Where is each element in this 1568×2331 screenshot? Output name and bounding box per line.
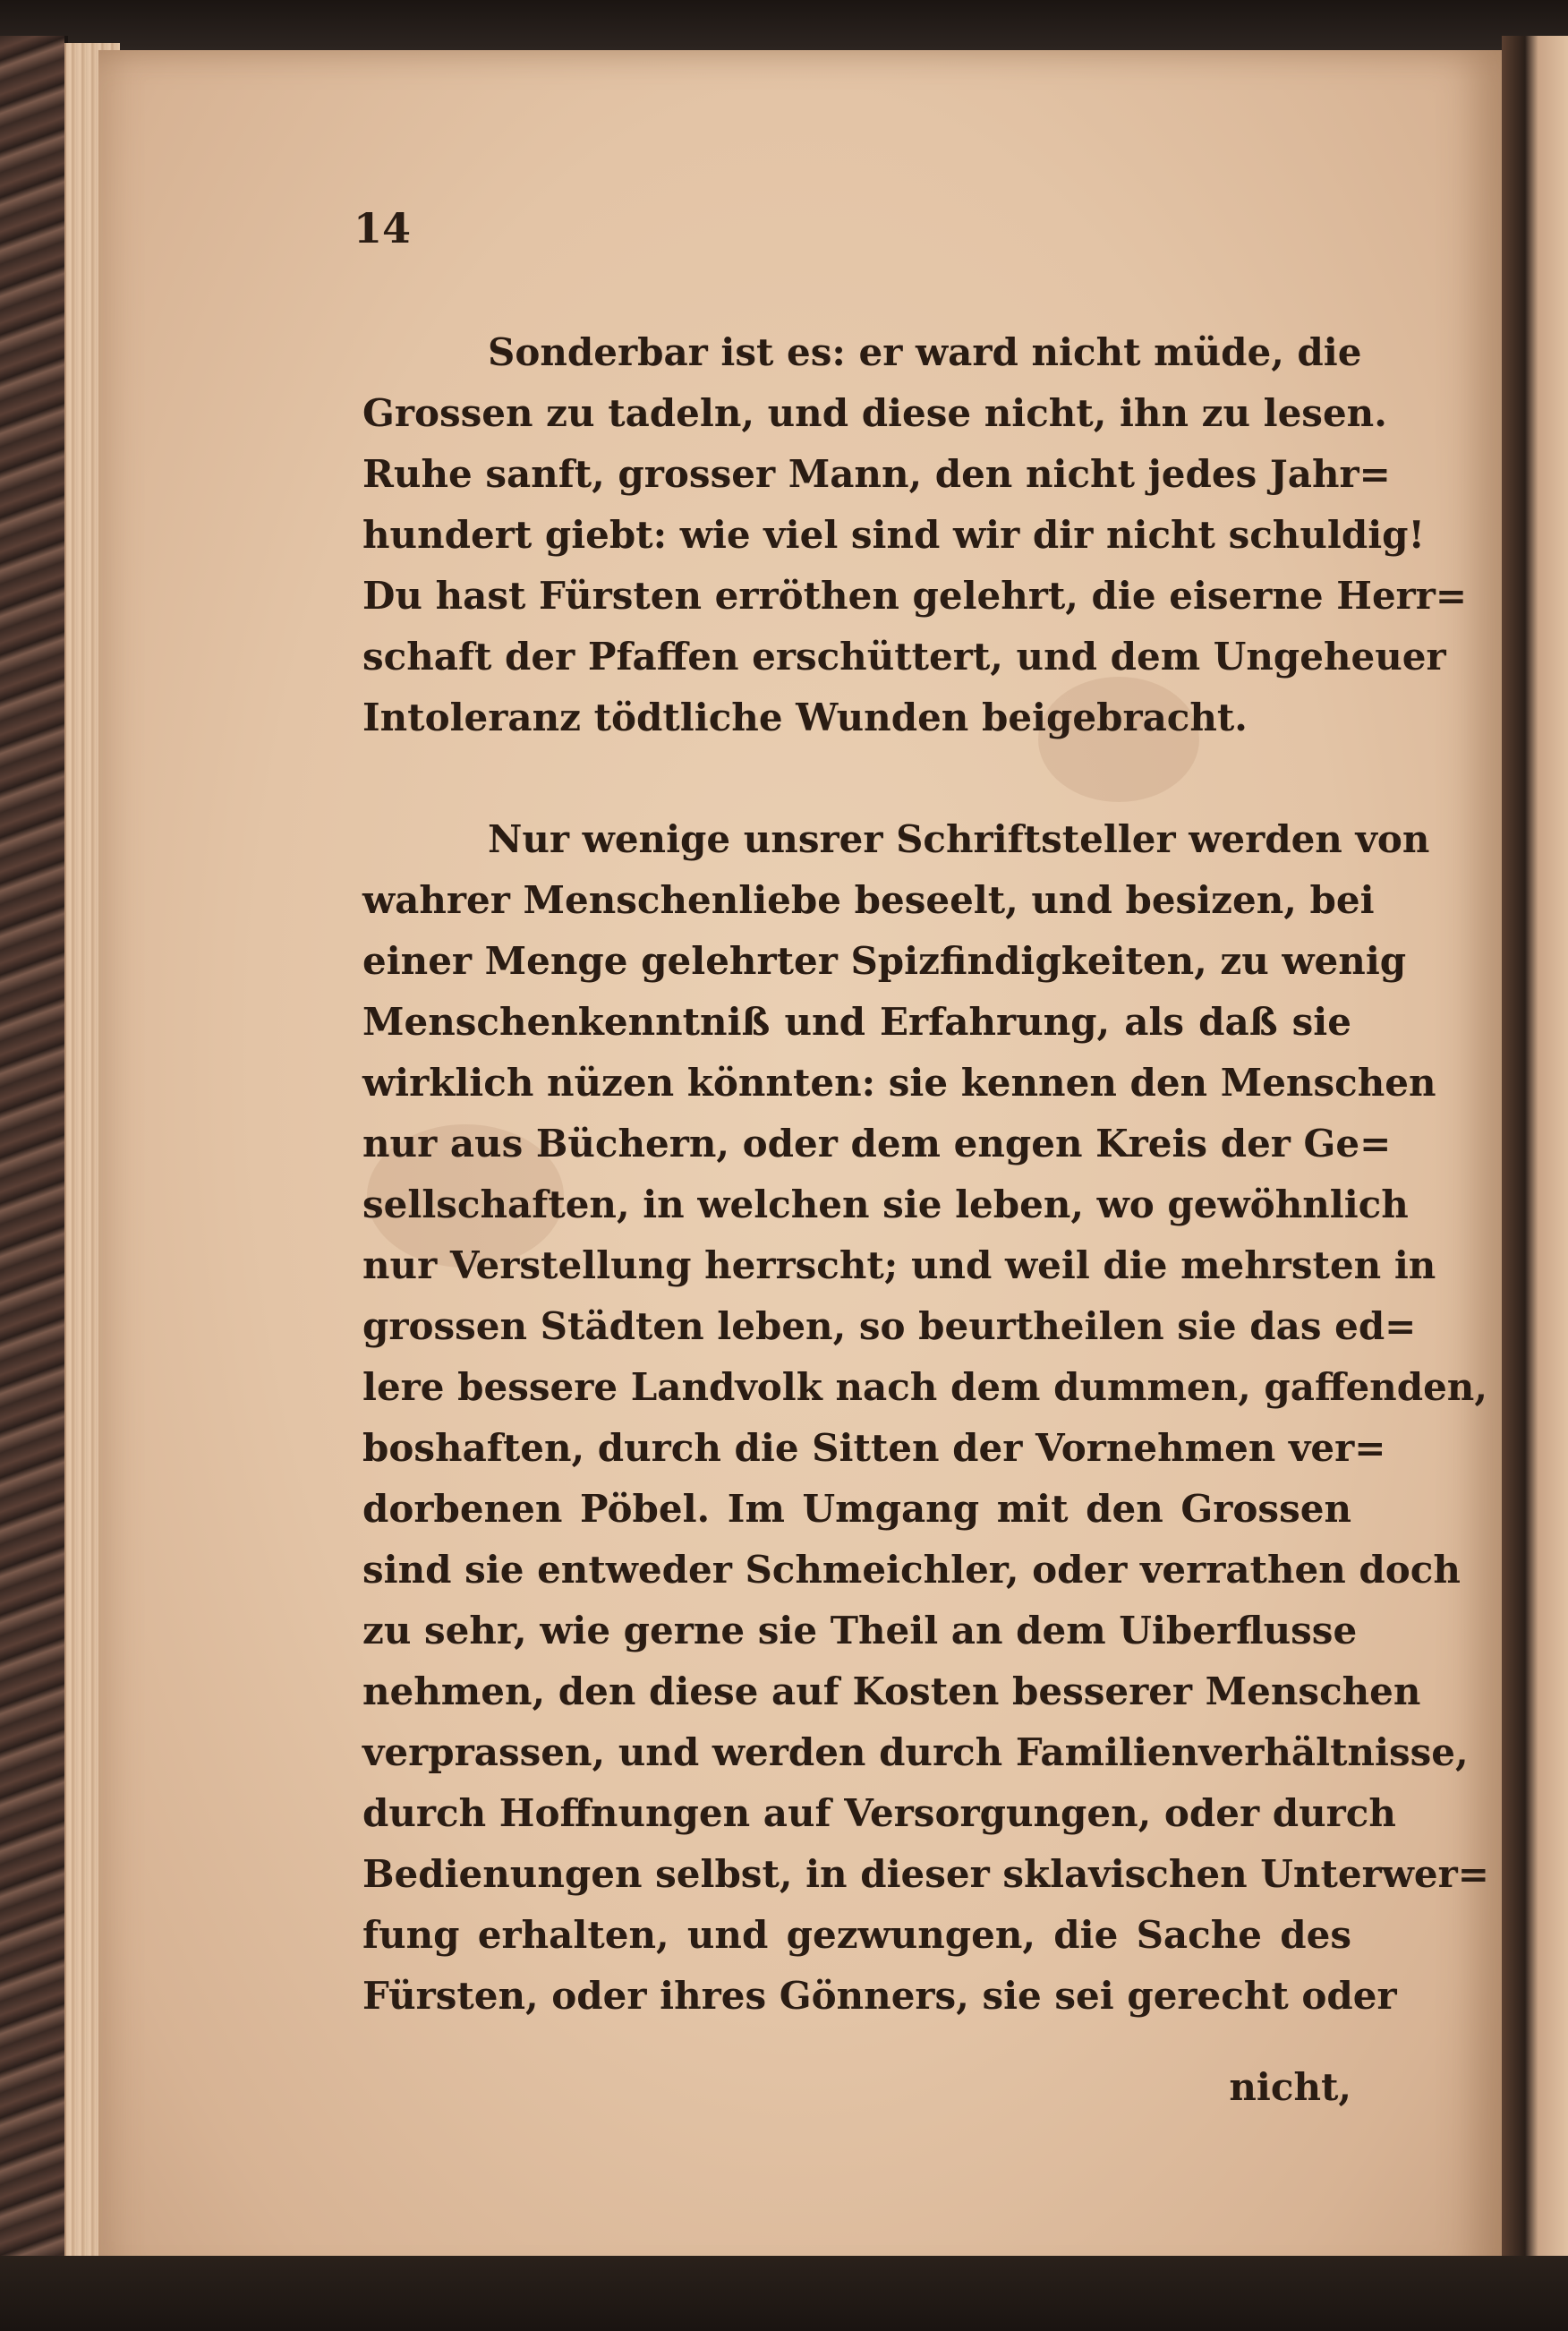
text-line: Nur wenige unsrer Schriftsteller werden von	[488, 817, 1430, 861]
text-line: einer Menge gelehrter Spizfindigkeiten, zu wenig	[362, 939, 1407, 983]
text-line: nur aus Büchern, oder dem engen Kreis der Ge=	[362, 1122, 1392, 1166]
text-line: schaft der Pfaffen erschüttert, und dem Ungeheuer	[362, 635, 1446, 679]
text-line: wahrer Menschenliebe beseelt, und besizen, bei	[362, 878, 1375, 922]
text-line: verprassen, und werden durch Familienverhältnisse,	[362, 1730, 1469, 1774]
book-cover-bottom	[0, 2256, 1568, 2331]
text-line: Bedienungen selbst, in dieser sklavischen Unterwer=	[362, 1852, 1489, 1896]
text-line: Fürsten, oder ihres Gönners, sie sei gerecht oder	[362, 1974, 1397, 2018]
text-line: Du hast Fürsten erröthen gelehrt, die eiserne Herr=	[362, 574, 1468, 618]
text-line: Menschenkenntniß und Erfahrung, als daß sie	[362, 1000, 1351, 1044]
paragraph-1	[362, 322, 1468, 748]
text-line: nehmen, den diese auf Kosten besserer Menschen	[362, 1669, 1421, 1713]
text-line: hundert giebt: wie viel sind wir dir nicht schuldig!	[362, 513, 1425, 557]
text-line: lere bessere Landvolk nach dem dummen, gaffenden,	[362, 1365, 1487, 1409]
text-line: sellschaften, in welchen sie leben, wo gewöhnlich	[362, 1183, 1409, 1226]
text-line: Grossen zu tadeln, und diese nicht, ihn zu lesen.	[362, 391, 1387, 435]
text-line: grossen Städten leben, so beurtheilen sie das ed=	[362, 1304, 1417, 1348]
text-line: dorbenen Pöbel. Im Umgang mit den Grossen	[362, 1487, 1351, 1531]
catchword: nicht,	[1229, 2065, 1351, 2109]
text-line: nur Verstellung herrscht; und weil die mehrsten in	[362, 1243, 1436, 1287]
paragraph-2	[362, 809, 1489, 2027]
book-gutter	[1502, 36, 1568, 2310]
text-line: Sonderbar ist es: er ward nicht müde, die	[488, 330, 1362, 374]
book-cover-top	[0, 0, 1568, 50]
text-line: Intoleranz tödtliche Wunden beigebracht.	[362, 696, 1248, 739]
marbled-cover	[0, 36, 68, 2292]
page-number: 14	[354, 204, 412, 252]
body-text	[362, 322, 1489, 2027]
text-line: fung erhalten, und gezwungen, die Sache des	[362, 1913, 1351, 1957]
text-line: boshaften, durch die Sitten der Vornehmen ver=	[362, 1426, 1386, 1470]
text-line: sind sie entweder Schmeichler, oder verrathen doch	[362, 1548, 1461, 1592]
text-line: wirklich nüzen könnten: sie kennen den Menschen	[362, 1061, 1436, 1105]
text-line: zu sehr, wie gerne sie Theil an dem Uiberflusse	[362, 1609, 1358, 1652]
text-line: durch Hoffnungen auf Versorgungen, oder durch	[362, 1791, 1396, 1835]
text-line: Ruhe sanft, grosser Mann, den nicht jedes Jahr=	[362, 452, 1391, 496]
